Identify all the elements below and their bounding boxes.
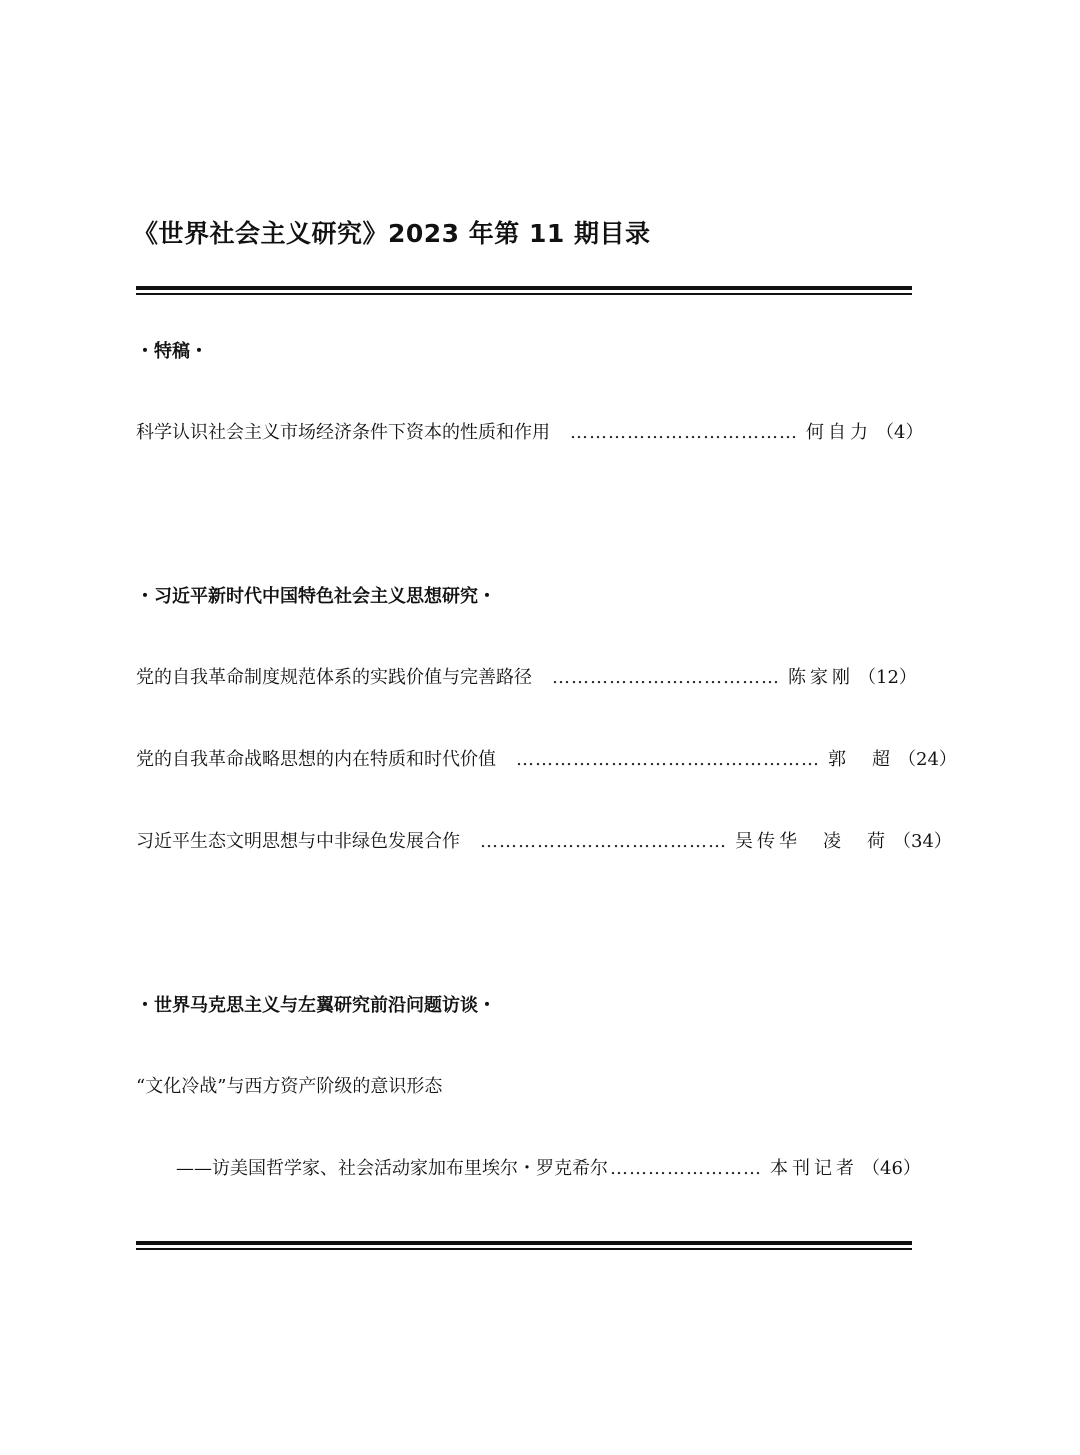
leader-dots: ……………………………… xyxy=(570,422,798,443)
entry-page: （34） xyxy=(893,831,952,852)
toc-entry[interactable] xyxy=(136,418,924,444)
section-heading-special: ・特稿・ xyxy=(136,341,208,362)
entry-subtitle: ——访美国哲学家、社会活动家加布里埃尔・罗克希尔 xyxy=(176,1158,608,1179)
toc-entry[interactable] xyxy=(136,745,957,771)
section-heading-marxism-interview: ・世界马克思主义与左翼研究前沿问题访谈・ xyxy=(136,995,496,1016)
entry-title: 科学认识社会主义市场经济条件下资本的性质和作用 xyxy=(136,422,550,443)
entry-title: 党的自我革命制度规范体系的实践价值与完善路径 xyxy=(136,667,532,688)
toc-entry[interactable] xyxy=(176,1154,921,1180)
section-heading-xi-thought: ・习近平新时代中国特色社会主义思想研究・ xyxy=(136,586,496,607)
entry-title: 习近平生态文明思想与中非绿色发展合作 xyxy=(136,831,460,852)
page-title: 《世界社会主义研究》2023 年第 11 期目录 xyxy=(133,219,651,248)
entry-author: 何自力 xyxy=(806,422,872,443)
toc-entry[interactable] xyxy=(136,663,917,689)
entry-title: 党的自我革命战略思想的内在特质和时代价值 xyxy=(136,749,496,770)
entry-author: 吴传华 凌 荷 xyxy=(735,831,889,852)
entry-page: （24） xyxy=(898,749,957,770)
top-double-rule xyxy=(136,286,912,295)
leader-dots: ………………………………………… xyxy=(516,749,820,770)
entry-author: 郭 超 xyxy=(828,749,894,770)
leader-dots: …………………… xyxy=(610,1158,762,1179)
bottom-double-rule xyxy=(136,1241,912,1250)
entry-page: （4） xyxy=(876,422,924,443)
leader-dots: ……………………………… xyxy=(552,667,780,688)
leader-dots: ………………………………… xyxy=(480,831,727,852)
toc-entry[interactable] xyxy=(136,827,952,853)
entry-page: （12） xyxy=(858,667,917,688)
entry-author: 陈家刚 xyxy=(788,667,854,688)
entry-page: （46） xyxy=(862,1158,921,1179)
toc-entry-title[interactable]: “文化冷战”与西方资产阶级的意识形态 xyxy=(136,1076,443,1097)
entry-author: 本刊记者 xyxy=(770,1158,858,1179)
